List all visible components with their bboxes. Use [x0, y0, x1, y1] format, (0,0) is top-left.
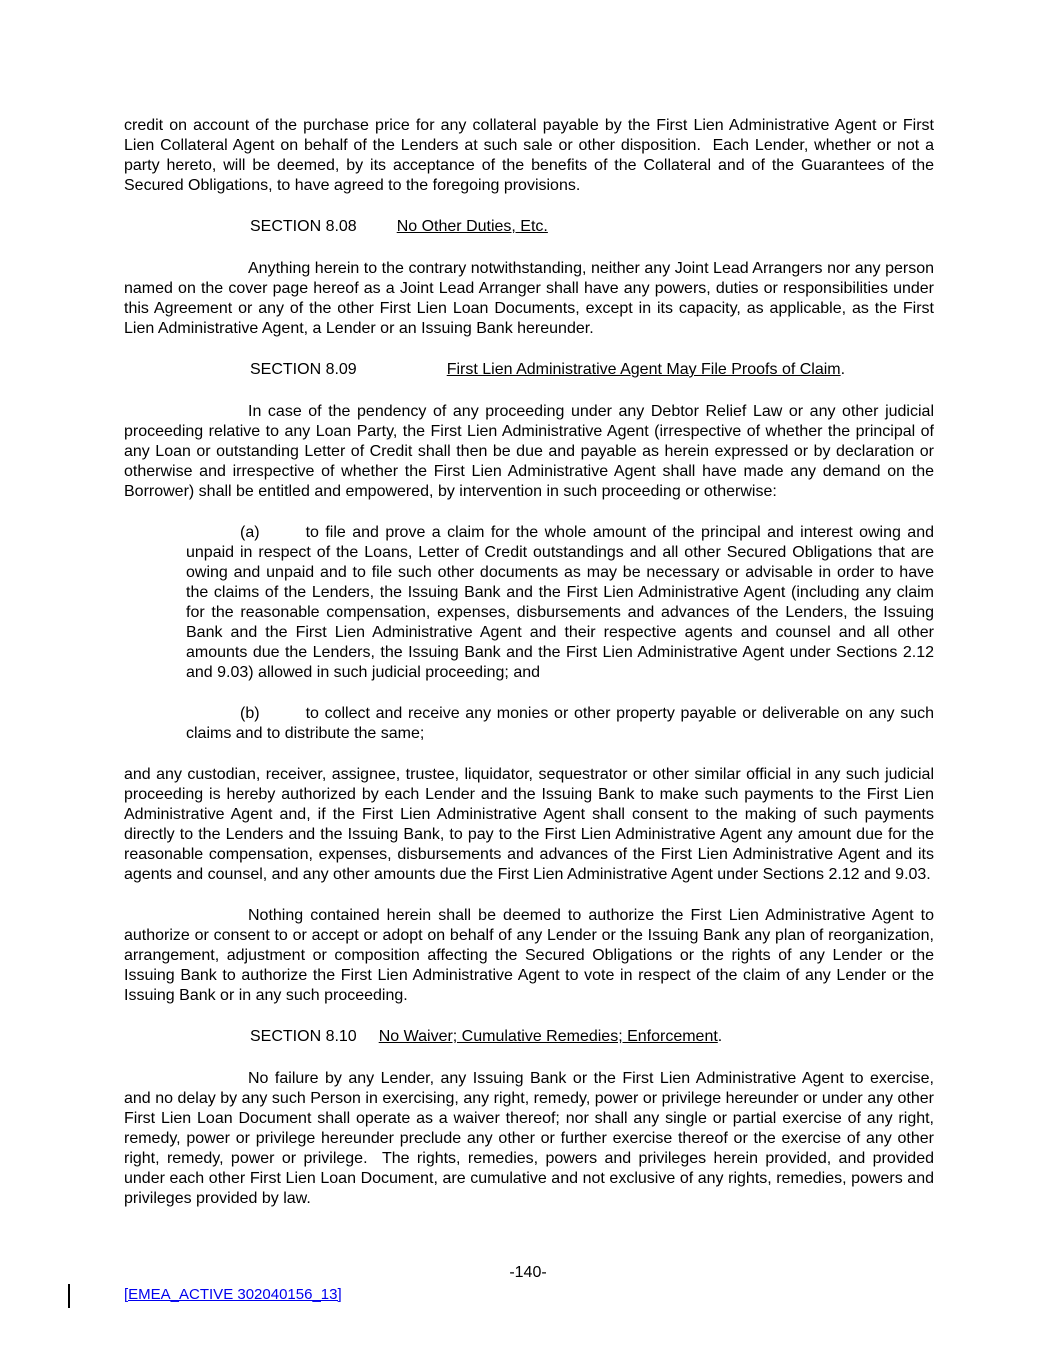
section-title-period: .	[717, 1028, 723, 1045]
subparagraph-b	[186, 704, 934, 744]
section-heading-8-10	[250, 1027, 934, 1047]
page-number: -140-	[509, 1264, 547, 1281]
paragraph-custodian: and any custodian, receiver, assignee, trustee, liquidator, sequestrator or other similar official in any such judicial proceeding is hereby authorized by each Lender and the Issuing Bank to make such payments to the First Lien Administrative Agent and, if the First Lien Administrative Agent shall consent to the making of such payments directly to the Lenders and the Issuing Bank, to pay to the First Lien Administrative Agent any amount due for the reasonable compensation, expenses, disbursements and advances of the First Lien Administrative Agent and its agents and counsel, and any other amounts due the First Lien Administrative Agent under Sections 2.12 and 9.03.	[124, 766, 939, 883]
section-number: SECTION 8.10	[250, 1028, 357, 1045]
section-heading-8-09	[250, 360, 934, 380]
label-gap	[260, 717, 306, 718]
subparagraph-a	[186, 523, 934, 683]
paragraph-proofs-of-claim-intro: In case of the pendency of any proceeding under any Debtor Relief Law or any other judicial proceeding relative to any Loan Party, the First Lien Administrative Agent (irrespective of whether the principal of any Loan or outstanding Letter of Credit shall then be due and payable as herein expressed or by declaration or otherwise and irrespective of whether the First Lien Administrative Agent shall have made any demand on the Borrower) shall be entitled and empowered, by intervention in such proceeding or otherwise:	[124, 403, 939, 500]
section-number: SECTION 8.08	[250, 218, 357, 235]
section-heading-8-08	[250, 217, 934, 237]
subparagraph-label: (a)	[240, 524, 260, 541]
tab-gap	[357, 1040, 379, 1041]
paragraph-continuation: credit on account of the purchase price for any collateral payable by the First Lien Administrative Agent or First Lien Collateral Agent on behalf of the Lenders at such sale or other disposition. Each Lender, whether or not a party hereto, will be deemed, by its acceptance of the benefits of the Collateral and of the Guarantees of the Secured Obligations, to have agreed to the foregoing provisions.	[124, 117, 939, 194]
subparagraph-label: (b)	[240, 705, 260, 722]
change-bar	[68, 1284, 70, 1308]
section-title: No Other Duties, Etc.	[396, 218, 548, 235]
section-title: No Waiver; Cumulative Remedies; Enforcement	[378, 1028, 718, 1045]
tab-gap	[357, 230, 397, 231]
tab-gap	[357, 373, 447, 374]
paragraph-nothing-contained: Nothing contained herein shall be deemed to authorize the First Lien Administrative Agent to authorize or consent to or accept or adopt on behalf of any Lender or the Issuing Bank any plan of reorganization, arrangement, adjustment or composition affecting the Secured Obligations or the rights of any Lender or the Issuing Bank to authorize the First Lien Administrative Agent to vote in respect of the claim of any Lender or the Issuing Bank or in any such proceeding.	[124, 907, 939, 1004]
section-number: SECTION 8.09	[250, 361, 357, 378]
paragraph-no-waiver: No failure by any Lender, any Issuing Bank or the First Lien Administrative Agent to exercise, and no delay by any such Person in exercising, any right, remedy, power or privilege hereunder or under any other First Lien Loan Document shall operate as a waiver thereof; nor shall any single or partial exercise of any right, remedy, power or privilege hereunder preclude any other or further exercise thereof or the exercise of any other right, remedy, power or privilege. The rights, remedies, powers and privileges herein provided, and provided under each other First Lien Loan Document, are cumulative and not exclusive of any rights, remedies, powers and privileges provided by law.	[124, 1070, 939, 1207]
document-id-link[interactable]: [EMEA_ACTIVE 302040156_13]	[124, 1286, 342, 1303]
paragraph-no-other-duties: Anything herein to the contrary notwithstanding, neither any Joint Lead Arrangers nor any person named on the cover page hereof as a Joint Lead Arranger shall have any powers, duties or responsibilities under this Agreement or any of the other First Lien Loan Documents, except in its capacity, as applicable, as the First Lien Administrative Agent, a Lender or an Issuing Bank hereunder.	[124, 260, 939, 337]
subparagraph-text: to collect and receive any monies or other property payable or deliverable on any such claims and to distribute the same;	[186, 705, 934, 742]
label-gap	[260, 536, 306, 537]
subparagraph-text: to file and prove a claim for the whole amount of the principal and interest owing and unpaid in respect of the Loans, Letter of Credit outstandings and all other Secured Obligations that are owing and unpaid and to file such other documents as may be necessary or advisable in order to have the claims of the Lenders, the Issuing Bank and the First Lien Administrative Agent (including any claim for the reasonable compensation, expenses, disbursements and advances of the Lenders, the Issuing Bank and the First Lien Administrative Agent and their respective agents and counsel and all other amounts due the Lenders, the Issuing Bank and the First Lien Administrative Agent under Sections 2.12 and 9.03) allowed in such judicial proceeding; and	[186, 524, 934, 681]
section-title: First Lien Administrative Agent May File Proofs of Claim	[446, 361, 841, 378]
section-title-period: .	[840, 361, 846, 378]
document-body	[124, 116, 939, 1230]
